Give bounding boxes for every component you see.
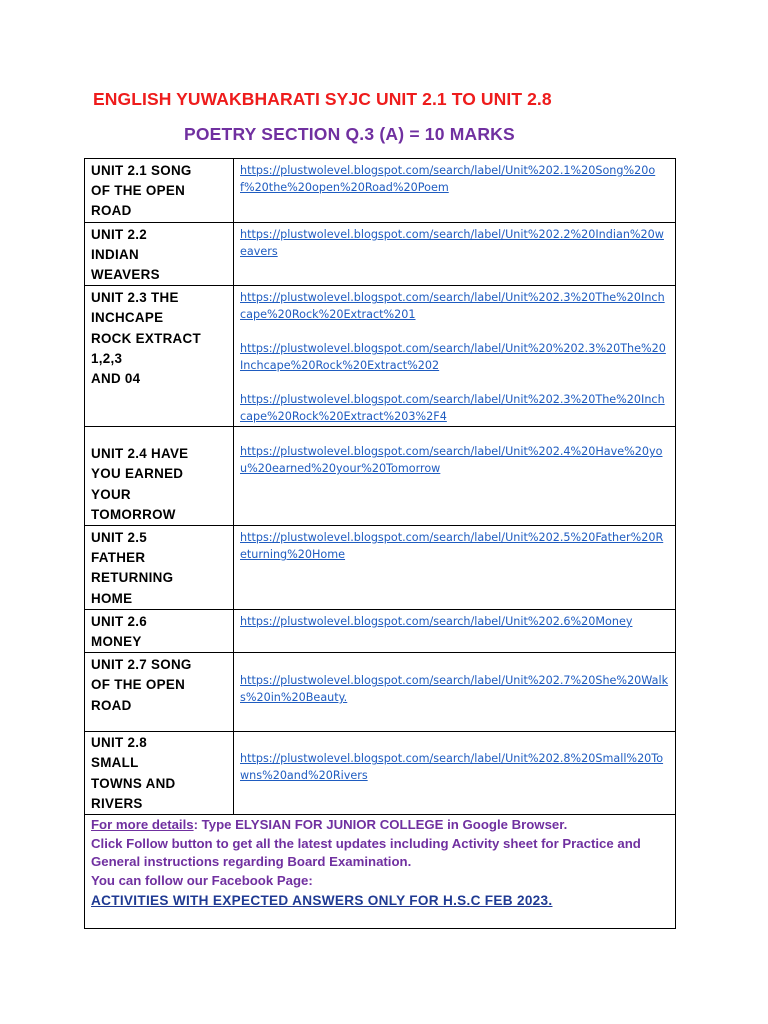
unit-name-line: MONEY [91,634,142,650]
unit-name-line: RIVERS [91,795,143,811]
link-cell [234,427,676,526]
unit-name-line: AND 04 [91,371,141,387]
unit-link[interactable]: https://plustwolevel.blogspot.com/search/label/Unit%202.3%20The%20Inchcape%20Rock%20Extract%203%2F4 [240,393,665,424]
unit-name-line: INDIAN [91,246,139,262]
link-cell [234,653,676,732]
unit-link[interactable]: https://plustwolevel.blogspot.com/search/label/Unit%202.7%20She%20Walks%20in%20Beauty. [240,674,669,705]
unit-name-line: OF THE OPEN [91,183,186,199]
unit-name-cell [85,286,234,427]
more-details-label: For more details [91,817,194,833]
unit-name-line: ROAD [91,697,132,713]
table-row [85,609,676,652]
link-cell [234,159,676,223]
document-subtitle: POETRY SECTION Q.3 (A) = 10 MARKS [184,124,515,144]
unit-name-line: UNIT 2.3 THE [91,290,179,306]
table-row [85,732,676,815]
unit-link[interactable]: https://plustwolevel.blogspot.com/search/label/Unit%202.4%20Have%20you%20earned%20your%20Tomorrow [240,445,663,476]
unit-name-line: HOME [91,590,133,606]
link-cell [234,222,676,286]
unit-name-line: UNIT 2.8 [91,735,147,751]
unit-link[interactable]: https://plustwolevel.blogspot.com/search/label/Unit%202.1%20Song%20of%20the%20open%20Road%20Poem [240,164,656,194]
unit-name-line: INCHCAPE [91,310,164,326]
unit-name-line: TOMORROW [91,506,176,522]
unit-link[interactable]: https://plustwolevel.blogspot.com/search/label/Unit%202.2%20Indian%20weavers [240,227,664,258]
unit-name-line: ROAD [91,203,132,219]
unit-name-line: UNIT 2.7 SONG [91,657,192,673]
table-row [85,427,676,526]
unit-link[interactable]: https://plustwolevel.blogspot.com/search/label/Unit%202.6%20Money [240,614,633,628]
unit-name-line: WEAVERS [91,267,160,283]
unit-name-line: OF THE OPEN [91,677,186,693]
table-row [85,159,676,223]
unit-name-line: UNIT 2.5 [91,530,147,546]
unit-name-cell [85,653,234,732]
unit-name-cell [85,609,234,652]
unit-name-line: YOU EARNED [91,466,184,482]
table-row [85,526,676,610]
unit-link[interactable]: https://plustwolevel.blogspot.com/search/label/Unit%202.8%20Small%20Towns%20and%20Rivers [240,752,664,783]
unit-name-line: UNIT 2.4 HAVE [91,446,189,462]
unit-name-cell [85,732,234,815]
unit-link[interactable]: https://plustwolevel.blogspot.com/search/label/Unit%202.5%20Father%20Returning%20Home [240,531,664,562]
unit-name-line: UNIT 2.1 SONG [91,163,192,178]
unit-name-line: 1,2,3 [91,350,123,366]
document-title: ENGLISH YUWAKBHARATI SYJC UNIT 2.1 TO UNIT 2.8 [93,89,552,109]
unit-link[interactable]: https://plustwolevel.blogspot.com/search/label/Unit%20%202.3%20The%20Inchcape%20Rock%20Extract%202 [240,342,666,373]
table-row [85,653,676,732]
footer-row [85,815,676,929]
unit-name-line: RETURNING [91,570,174,586]
unit-name-cell [85,526,234,610]
unit-name-line: TOWNS AND [91,775,176,791]
table-row [85,222,676,286]
unit-name-line: ROCK EXTRACT [91,330,201,346]
more-details-text: : Type ELYSIAN FOR JUNIOR COLLEGE in Google Browser. [193,817,568,833]
footer-cell [85,815,676,929]
unit-name-cell [85,222,234,286]
unit-name-line: FATHER [91,550,146,566]
link-cell [234,609,676,652]
link-cell [234,286,676,427]
follow-instructions-text: Click Follow button to get all the latest updates including Activity sheet for Practice and General instructions regarding Board Examination. [91,835,641,870]
table-row [85,286,676,427]
unit-name-line: UNIT 2.6 [91,613,147,629]
activities-link[interactable]: ACTIVITIES WITH EXPECTED ANSWERS ONLY FOR H.S.C FEB 2023. [91,893,553,909]
unit-name-line: YOUR [91,486,131,502]
unit-name-cell [85,427,234,526]
unit-link[interactable]: https://plustwolevel.blogspot.com/search/label/Unit%202.3%20The%20Inchcape%20Rock%20Extract%201 [240,291,665,322]
link-cell [234,526,676,610]
facebook-page-text: You can follow our Facebook Page: [91,872,313,888]
units-table [84,158,676,929]
unit-name-cell [85,159,234,223]
unit-name-line: UNIT 2.2 [91,226,147,242]
unit-name-line: SMALL [91,755,139,771]
link-cell [234,732,676,815]
